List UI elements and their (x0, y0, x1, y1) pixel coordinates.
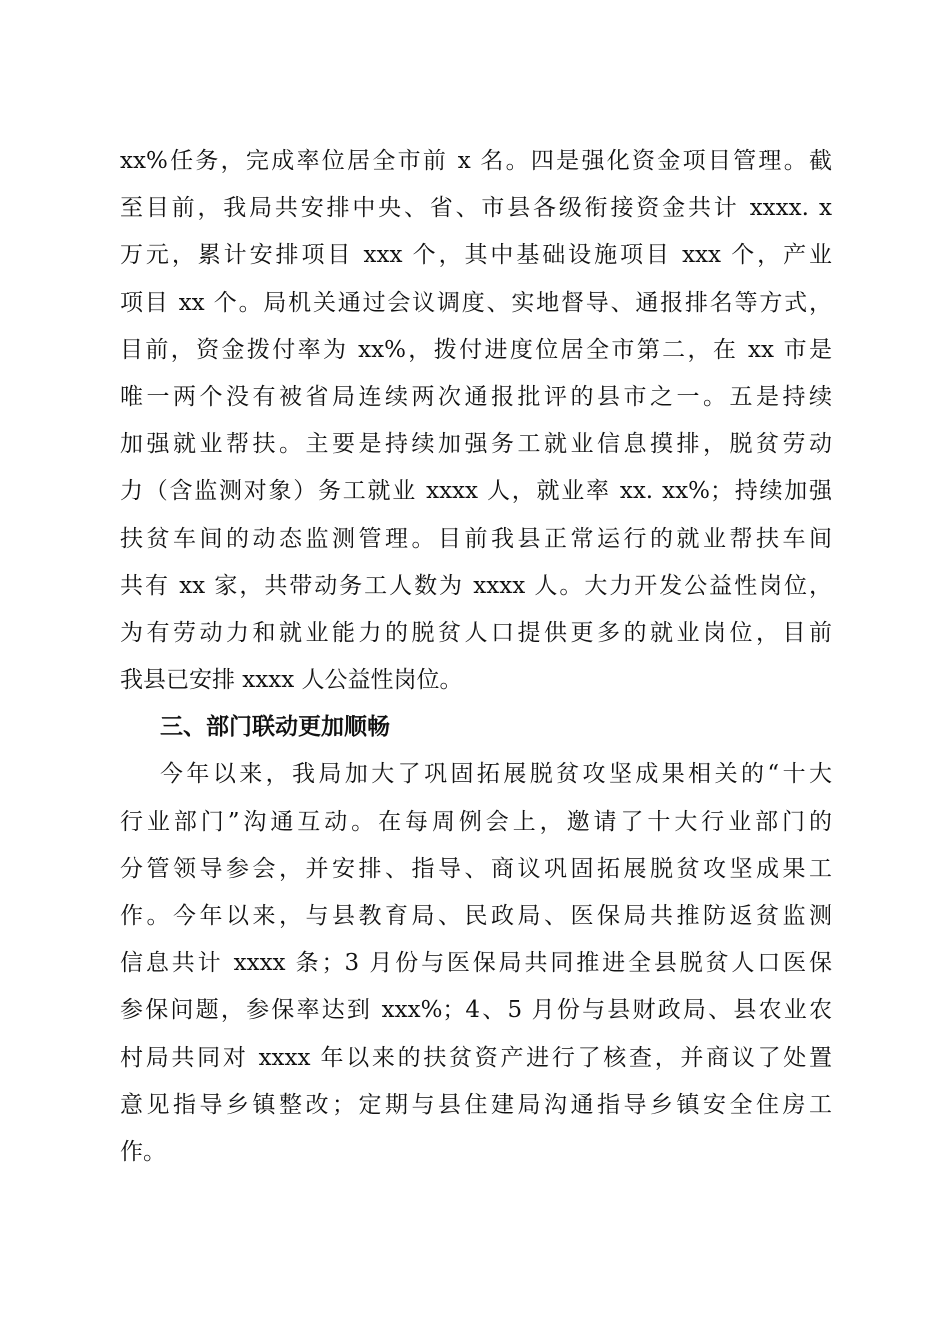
text-line: 分管领导参会，并安排、指导、商议巩固拓展脱贫攻坚成果工 (120, 855, 832, 882)
text-line: 村局共同对 xxxx 年以来的扶贫资产进行了核查，并商议了处置 (120, 1044, 832, 1071)
text-line: 参保问题，参保率达到 xxx%；4、5 月份与县财政局、县农业农 (120, 997, 832, 1024)
text-line: xx%任务，完成率位居全市前 x 名。四是强化资金项目管理。截 (120, 148, 832, 174)
text-line: 我县已安排 xxxx 人公益性岗位。 (120, 667, 463, 694)
paragraph-department-coordination (120, 751, 832, 1176)
paragraph-funds-employment (120, 138, 832, 704)
text-line: 作。 (120, 1138, 166, 1165)
text-line: 力（含监测对象）务工就业 xxxx 人，就业率 xx. xx%；持续加强 (120, 478, 832, 505)
text-line: 加强就业帮扶。主要是持续加强务工就业信息摸排，脱贫劳动 (120, 431, 832, 458)
text-line: 行业部门”沟通互动。在每周例会上，邀请了十大行业部门的 (120, 808, 832, 835)
text-line: 万元，累计安排项目 xxx 个，其中基础设施项目 xxx 个，产业 (120, 242, 832, 269)
text-line: 共有 xx 家，共带动务工人数为 xxxx 人。大力开发公益性岗位， (120, 572, 832, 599)
section-heading: 三、部门联动更加顺畅 (160, 714, 390, 741)
text-line: 为有劳动力和就业能力的脱贫人口提供更多的就业岗位，目前 (120, 619, 832, 646)
text-line: 目前，资金拨付率为 xx%，拨付进度位居全市第二，在 xx 市是 (120, 336, 832, 363)
document-body (120, 138, 832, 1176)
text-line: 信息共计 xxxx 条；3 月份与医保局共同推进全县脱贫人口医保 (120, 950, 832, 977)
text-line: 唯一两个没有被省局连续两次通报批评的县市之一。五是持续 (120, 383, 832, 410)
text-line: 项目 xx 个。局机关通过会议调度、实地督导、通报排名等方式， (120, 289, 832, 316)
text-line: 至目前，我局共安排中央、省、市县各级衔接资金共计 xxxx. x (120, 195, 832, 222)
text-line: 扶贫车间的动态监测管理。目前我县正常运行的就业帮扶车间 (120, 525, 832, 552)
text-line: 意见指导乡镇整改；定期与县住建局沟通指导乡镇安全住房工 (120, 1091, 832, 1118)
text-line: 今年以来，我局加大了巩固拓展脱贫攻坚成果相关的“十大 (160, 761, 832, 788)
text-line: 作。今年以来，与县教育局、民政局、医保局共推防返贫监测 (120, 903, 832, 929)
